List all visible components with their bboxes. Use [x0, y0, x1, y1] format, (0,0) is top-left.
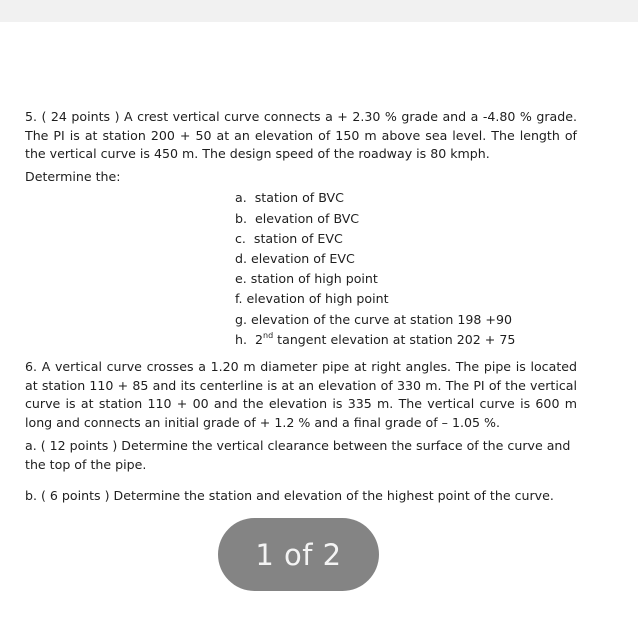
ordinal-superscript: nd: [263, 330, 274, 340]
question-5-item-c: c. station of EVC: [235, 230, 343, 246]
question-6-part-a: a. ( 12 points ) Determine the vertical clearance between the surface of the curve and the top of the pipe.: [25, 438, 571, 472]
question-5-item-h: h. 2nd tangent elevation at station 202 + 75: [235, 330, 516, 347]
question-5-item-b: b. elevation of BVC: [235, 210, 360, 226]
question-6-text: 6. A vertical curve crosses a 1.20 m diameter pipe at right angles. The pipe is located at station 110 + 85 and its centerline is at an elevation of 330 m. The PI of the vertical curve is at station 110 + 00 and the elevation is 335 m. The vertical curve is 600 m long and connects an initial grade of + 1.2 % and a final grade of – 1.05 %.: [25, 359, 577, 430]
question-5-item-a: a. station of BVC: [235, 190, 344, 206]
question-5-item-g: g. elevation of the curve at station 198 +90: [235, 311, 513, 327]
question-5-item-f: f. elevation of high point: [235, 291, 389, 307]
top-toolbar-strip: [0, 0, 638, 22]
question-6-part-b: b. ( 6 points ) Determine the station and elevation of the highest point of the curve.: [25, 488, 554, 504]
question-5-text: 5. ( 24 points ) A crest vertical curve connects a + 2.30 % grade and a -4.80 % grade. The PI is at station 200 + 50 at an elevation of 150 m above sea level. The length of the vertical curve is 450 m. The design speed of the roadway is 80 kmph.: [25, 109, 577, 162]
page-indicator-badge: 1 of 2: [218, 518, 379, 591]
document-page: [25, 108, 577, 518]
question-5-item-e: e. station of high point: [235, 271, 378, 287]
question-5-prompt: Determine the:: [25, 168, 121, 184]
question-5-items: [25, 188, 577, 350]
question-5-item-d: d. elevation of EVC: [235, 250, 355, 266]
